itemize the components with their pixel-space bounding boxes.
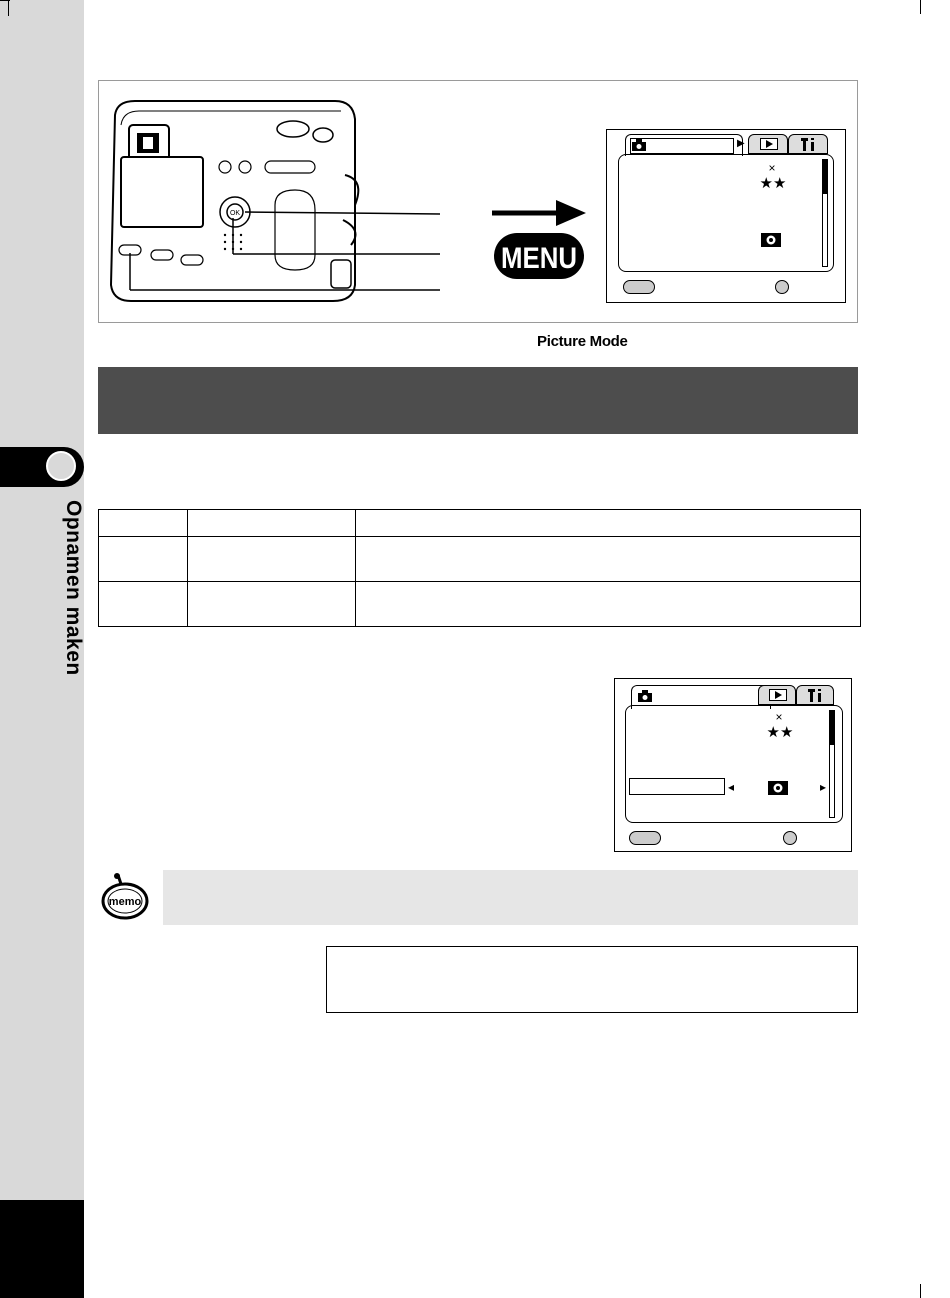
quality-value: × bbox=[768, 161, 776, 175]
tab-playback bbox=[758, 685, 796, 705]
memo-box bbox=[163, 870, 858, 925]
wrench-icon bbox=[808, 689, 824, 702]
stars-value: ★★ bbox=[759, 175, 787, 192]
table-cell bbox=[355, 582, 860, 627]
table-row bbox=[99, 510, 861, 537]
table-row bbox=[99, 582, 861, 627]
selected-menu-item bbox=[629, 778, 725, 795]
lcd-screen-bottom bbox=[614, 678, 852, 852]
arrow-right-icon bbox=[490, 198, 590, 228]
play-icon bbox=[760, 138, 778, 150]
metering-icon bbox=[761, 233, 781, 247]
crop-mark bbox=[8, 0, 9, 16]
ok-dot-button bbox=[783, 831, 797, 845]
table-cell bbox=[99, 582, 188, 627]
crop-mark bbox=[920, 0, 921, 14]
crop-mark bbox=[920, 1284, 921, 1298]
table-cell bbox=[355, 510, 860, 537]
menu-panel bbox=[625, 705, 843, 823]
table-cell bbox=[187, 537, 355, 582]
metering-icon bbox=[768, 781, 788, 795]
svg-text:OK: OK bbox=[229, 210, 241, 217]
left-arrow-icon: ◂ bbox=[727, 780, 735, 794]
quality-value: × bbox=[775, 710, 783, 724]
tab-arrow-icon: ▶ bbox=[737, 138, 745, 149]
table-cell bbox=[355, 537, 860, 582]
chapter-number-circle bbox=[46, 451, 76, 481]
settings-table bbox=[98, 509, 861, 627]
right-arrow-icon: ▸ bbox=[819, 780, 827, 794]
scrollbar bbox=[822, 159, 828, 267]
menu-button-icon bbox=[493, 232, 585, 280]
scrollbar-thumb bbox=[823, 160, 827, 194]
camera-icon bbox=[638, 690, 652, 702]
note-box bbox=[326, 946, 858, 1013]
ok-dot-button bbox=[775, 280, 789, 294]
lcd-screen-top bbox=[606, 129, 846, 303]
tab-record bbox=[625, 134, 743, 156]
memo-icon-label: memo bbox=[108, 896, 142, 908]
scrollbar bbox=[829, 710, 835, 818]
memo-icon bbox=[100, 873, 150, 921]
page-number-block bbox=[0, 1200, 84, 1298]
stars-value: ★★ bbox=[766, 724, 794, 741]
menu-pill-button bbox=[629, 831, 661, 845]
figure-caption: Picture Mode bbox=[537, 333, 628, 350]
wrench-icon bbox=[801, 138, 817, 151]
menu-pill-button bbox=[623, 280, 655, 294]
play-icon bbox=[769, 689, 787, 701]
crop-mark bbox=[8, 1284, 9, 1298]
tab-setup bbox=[788, 134, 828, 154]
tab-setup bbox=[796, 685, 834, 705]
table-cell bbox=[99, 510, 188, 537]
table-cell bbox=[187, 510, 355, 537]
section-heading-bar bbox=[98, 367, 858, 434]
menu-button-label: MENU bbox=[501, 242, 577, 275]
tab-playback bbox=[748, 134, 788, 154]
camera-illustration bbox=[105, 95, 445, 310]
tab-record-frame bbox=[630, 138, 734, 154]
table-cell bbox=[99, 537, 188, 582]
table-cell bbox=[187, 582, 355, 627]
chapter-title: Opnamen maken bbox=[62, 500, 85, 676]
menu-panel bbox=[618, 154, 834, 272]
scrollbar-thumb bbox=[830, 711, 834, 745]
table-row bbox=[99, 537, 861, 582]
